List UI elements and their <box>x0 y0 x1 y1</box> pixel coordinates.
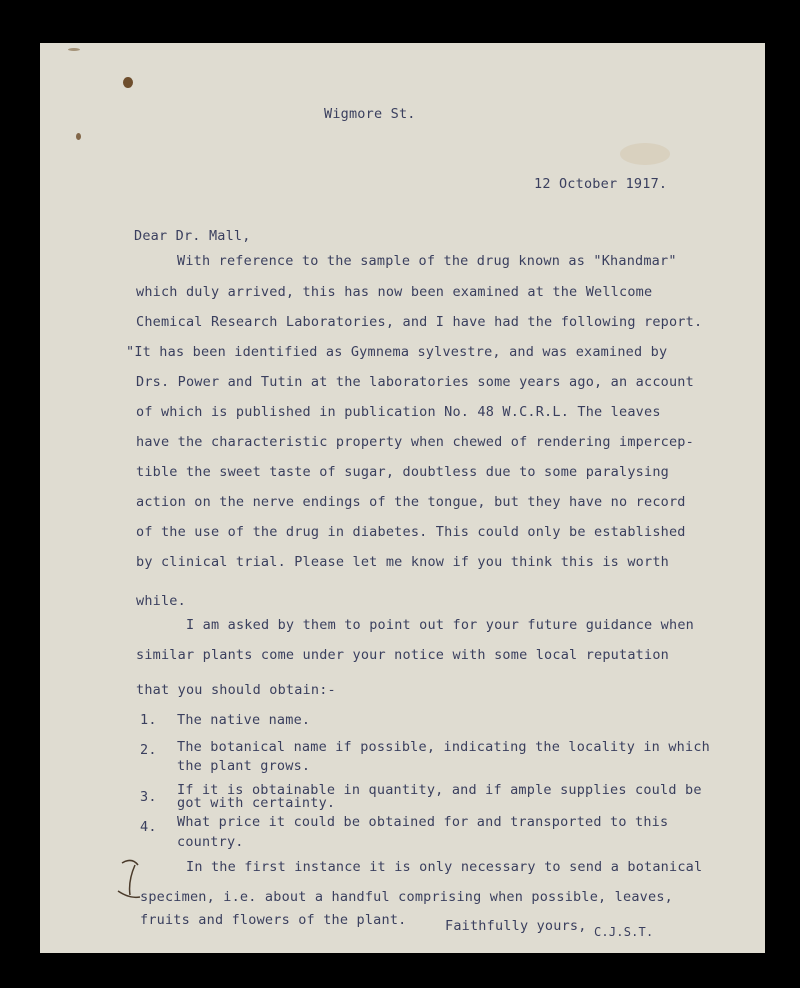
list-item-line: country. <box>177 834 244 850</box>
rust-stain <box>68 48 80 51</box>
list-number: 3. <box>140 789 157 805</box>
para1-line: of which is published in publication No. 48 W.C.R.L. The leaves <box>136 404 661 420</box>
list-number: 1. <box>140 712 157 728</box>
rust-stain <box>123 77 133 88</box>
para2-line: that you should obtain:- <box>136 682 336 698</box>
salutation: Dear Dr. Mall, <box>134 228 251 244</box>
para3-line: In the first instance it is only necessary to send a botanical <box>186 859 703 875</box>
list-item-line: the plant grows. <box>177 758 311 774</box>
para1-line: "It has been identified as Gymnema sylvestre, and was examined by <box>126 344 668 360</box>
letter-sheet <box>40 43 765 953</box>
list-item-line: The native name. <box>177 712 311 728</box>
list-number: 4. <box>140 819 157 835</box>
list-item-line: What price it could be obtained for and transported to this <box>177 814 669 830</box>
list-item-line: got with certainty. <box>177 795 336 811</box>
closing: Faithfully yours, <box>445 918 587 934</box>
list-number: 2. <box>140 742 157 758</box>
para3-line: fruits and flowers of the plant. <box>140 912 407 928</box>
date-line: 12 October 1917. <box>534 176 668 192</box>
rust-stain <box>620 143 670 165</box>
list-item-line: If it is obtainable in quantity, and if ample supplies could be <box>177 782 702 798</box>
para1-line: have the characteristic property when chewed of rendering impercep- <box>136 434 694 450</box>
para1-line: while. <box>136 593 186 609</box>
para1-line: With reference to the sample of the drug known as "Khandmar" <box>177 253 677 269</box>
para1-line: Drs. Power and Tutin at the laboratories some years ago, an account <box>136 374 694 390</box>
list-item-line: The botanical name if possible, indicating the locality in which <box>177 739 710 755</box>
para1-line: by clinical trial. Please let me know if you think this is worth <box>136 554 669 570</box>
initials: C.J.S.T. <box>594 925 654 939</box>
rust-stain <box>76 133 81 140</box>
para2-line: I am asked by them to point out for your future guidance when <box>186 617 694 633</box>
para2-line: similar plants come under your notice with some local reputation <box>136 647 669 663</box>
para1-line: Chemical Research Laboratories, and I have had the following report. <box>136 314 703 330</box>
para3-line: specimen, i.e. about a handful comprising when possible, leaves, <box>140 889 673 905</box>
para1-line: which duly arrived, this has now been examined at the Wellcome <box>136 284 653 300</box>
para1-line: of the use of the drug in diabetes. This could only be established <box>136 524 686 540</box>
para1-line: action on the nerve endings of the tongue, but they have no record <box>136 494 686 510</box>
para1-line: tible the sweet taste of sugar, doubtless due to some paralysing <box>136 464 669 480</box>
address-line: Wigmore St. <box>324 106 416 122</box>
